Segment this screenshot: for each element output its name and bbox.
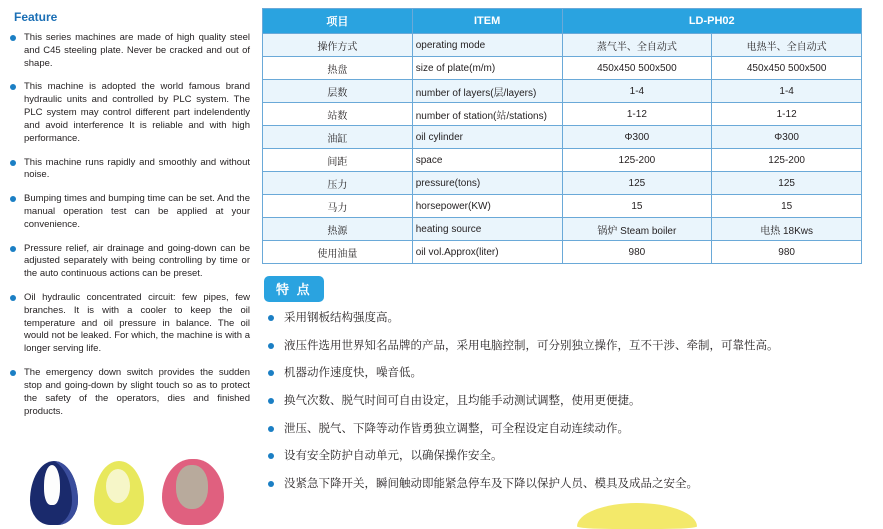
table-row (263, 34, 862, 57)
table-body (263, 34, 862, 264)
cell-item-en: heating source (412, 218, 562, 241)
bullet-icon (10, 295, 16, 301)
cell-value-electric: 980 (712, 241, 862, 264)
cell-item-en: number of layers(层/layers) (412, 80, 562, 103)
cell-value-steam: 1-4 (562, 80, 712, 103)
bullet-icon (10, 35, 16, 41)
bullet-icon (10, 160, 16, 166)
list-item (266, 365, 871, 382)
cell-item-en: oil vol.Approx(liter) (412, 241, 562, 264)
cell-value-steam: Φ300 (562, 126, 712, 149)
cell-item-en: operating mode (412, 34, 562, 57)
cell-value-electric: 125-200 (712, 149, 862, 172)
shoe-image-yellow (94, 461, 144, 525)
list-item-text: 液压件选用世界知名品牌的产品，采用电脑控制，可分别独立操作，互不干涉、牵制，可靠性高。 (284, 339, 779, 352)
bullet-icon (268, 315, 274, 321)
list-item (8, 292, 250, 356)
col-header-item-en: ITEM (412, 9, 562, 34)
cell-value-electric: 1-12 (712, 103, 862, 126)
cell-value-steam: 锅炉 Steam boiler (562, 218, 712, 241)
cell-value-steam: 980 (562, 241, 712, 264)
cell-item-cn: 间距 (263, 149, 413, 172)
list-item-text: The emergency down switch provides the sudden stop and going-down by slight touch so as to protect the safety of the operators, dies and finished products. (24, 367, 250, 417)
shoe-image-pink (162, 459, 224, 525)
cell-item-cn: 油缸 (263, 126, 413, 149)
cell-item-cn: 站数 (263, 103, 413, 126)
specification-table (262, 8, 862, 264)
cell-value-steam: 蒸气半、全自动式 (562, 34, 712, 57)
bullet-icon (268, 343, 274, 349)
cell-item-en: number of station(站/stations) (412, 103, 562, 126)
table-row (263, 195, 862, 218)
bullet-icon (268, 398, 274, 404)
cell-value-electric: Φ300 (712, 126, 862, 149)
table-row (263, 80, 862, 103)
table-row (263, 126, 862, 149)
bullet-icon (10, 246, 16, 252)
list-item-text: 采用钢板结构强度高。 (284, 312, 399, 324)
cell-item-cn: 热盘 (263, 57, 413, 80)
table-row (263, 241, 862, 264)
cell-value-electric: 电热半、全自动式 (712, 34, 862, 57)
list-item (8, 243, 250, 281)
list-item (8, 157, 250, 183)
feature-column-english (0, 0, 258, 519)
table-header-row (263, 9, 862, 34)
cell-item-en: oil cylinder (412, 126, 562, 149)
list-item-text: This machine runs rapidly and smoothly and without noise. (24, 156, 250, 181)
cell-value-steam: 450x450 500x500 (562, 57, 712, 80)
cell-value-steam: 1-12 (562, 103, 712, 126)
list-item (266, 421, 871, 438)
cell-item-cn: 压力 (263, 172, 413, 195)
cell-item-en: space (412, 149, 562, 172)
cell-item-cn: 马力 (263, 195, 413, 218)
cell-value-electric: 15 (712, 195, 862, 218)
list-item-text: This series machines are made of high quality steel and C45 steeling plate. Never be cracked and out of shape. (24, 32, 250, 69)
chinese-feature-list (262, 310, 871, 493)
list-item (266, 448, 871, 465)
list-item (8, 32, 250, 70)
table-row (263, 103, 862, 126)
bullet-icon (268, 481, 274, 487)
cell-value-electric: 电热 18Kws (712, 218, 862, 241)
list-item (8, 367, 250, 418)
list-item-text: Oil hydraulic concentrated circuit: few pipes, few branches. It is with a cooler to keep the oil temperature and oil pressure in balance. The oil would not be leaked. For which, the machine is with a longer serving life. (24, 292, 250, 355)
list-item (266, 476, 871, 493)
list-item (266, 310, 871, 327)
table-row (263, 218, 862, 241)
cell-value-electric: 1-4 (712, 80, 862, 103)
bullet-icon (268, 426, 274, 432)
col-header-item-cn: 项目 (263, 9, 413, 34)
list-item-text: 泄压、脱气、下降等动作皆勇独立调整，可全程设定自动连续动作。 (284, 422, 629, 435)
list-item (8, 193, 250, 231)
cell-item-en: horsepower(KW) (412, 195, 562, 218)
table-row (263, 172, 862, 195)
cell-item-cn: 层数 (263, 80, 413, 103)
list-item (266, 393, 871, 410)
cell-item-cn: 热源 (263, 218, 413, 241)
page-title: Feature (14, 10, 58, 24)
table-header (263, 9, 862, 34)
col-header-model: LD-PH02 (562, 9, 862, 34)
cell-item-cn: 操作方式 (263, 34, 413, 57)
cell-value-electric: 125 (712, 172, 862, 195)
list-item-text: 设有安全防护自动单元，以确保操作安全。 (284, 450, 503, 463)
table-row (263, 149, 862, 172)
cell-item-en: pressure(tons) (412, 172, 562, 195)
bullet-icon (10, 196, 16, 202)
bullet-icon (268, 370, 274, 376)
cell-value-steam: 125-200 (562, 149, 712, 172)
list-item-text: 没紧急下降开关，瞬间触动即能紧急停车及下降以保护人员、模具及成品之安全。 (284, 478, 698, 491)
list-item-text: 机器动作速度快，噪音低。 (284, 367, 422, 380)
bullet-icon (10, 370, 16, 376)
english-feature-list (8, 32, 250, 418)
decorative-shape (577, 503, 697, 529)
bullet-icon (10, 84, 16, 90)
bullet-icon (268, 453, 274, 459)
cell-item-en: size of plate(m/m) (412, 57, 562, 80)
cell-value-steam: 125 (562, 172, 712, 195)
product-photo-row (22, 457, 252, 519)
list-item-text: 换气次数、脱气时间可自由设定，且均能手动测试调整，使用更便捷。 (284, 395, 641, 408)
shoe-image-blue (30, 461, 78, 525)
cell-value-steam: 15 (562, 195, 712, 218)
list-item (266, 338, 871, 355)
cell-item-cn: 使用油量 (263, 241, 413, 264)
list-item-text: Bumping times and bumping time can be set. And the manual operation test can be applied at your convenience. (24, 193, 250, 230)
section-badge-tedian: 特 点 (264, 276, 324, 302)
list-item-text: Pressure relief, air drainage and going-down can be adjusted separately with being controlling by time or the auto continuous actions can be preset. (24, 242, 250, 280)
list-item (8, 81, 250, 145)
cell-value-electric: 450x450 500x500 (712, 57, 862, 80)
list-item-text: This machine is adopted the world famous brand hydraulic units and controlled by PLC system. The PLC system may control different part indelendently and avoid interference It is reliable and with high performance. (24, 81, 250, 144)
spec-and-features-column (258, 0, 883, 519)
table-row (263, 57, 862, 80)
